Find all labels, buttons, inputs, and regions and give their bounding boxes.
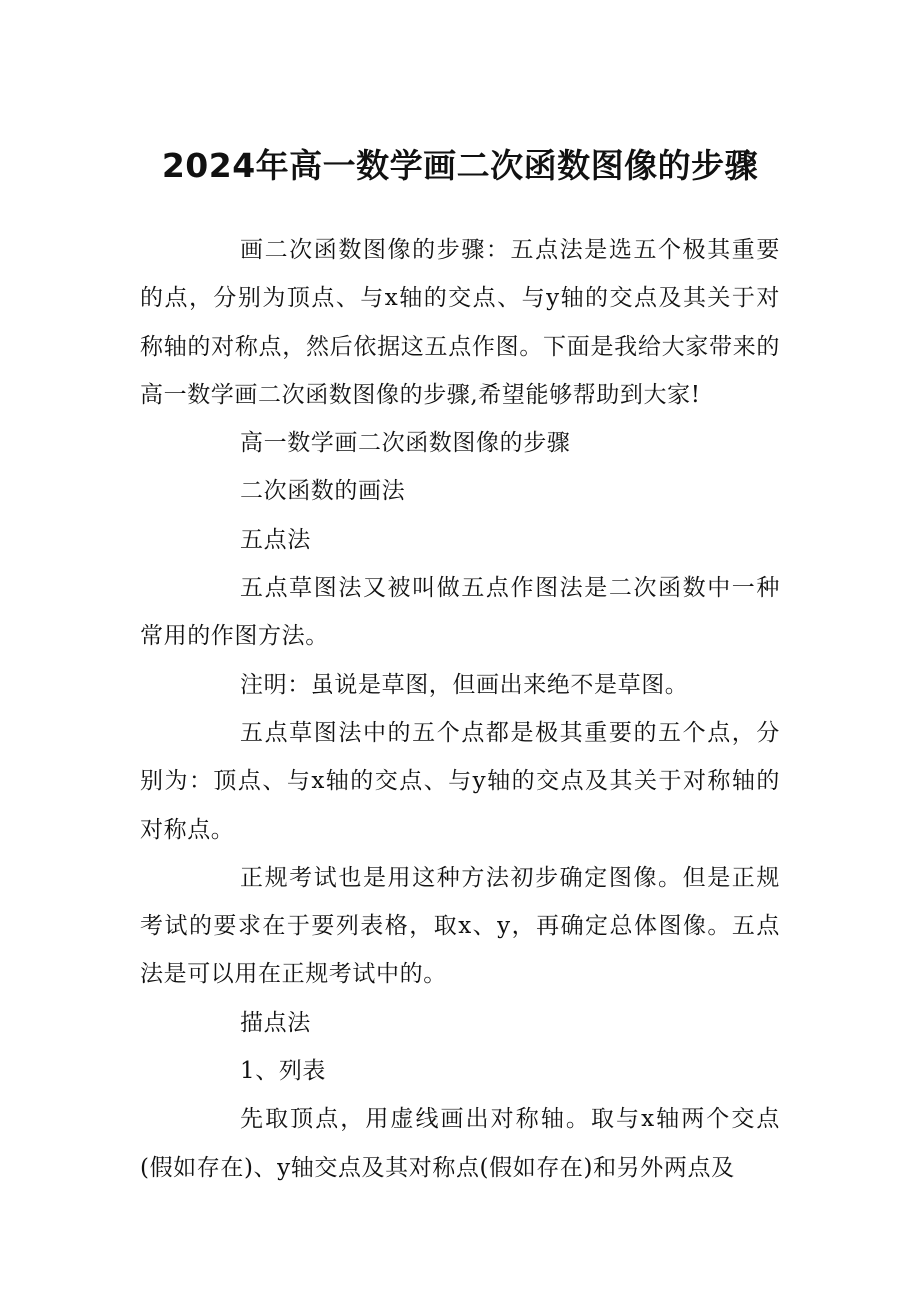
method-heading-five-point: 五点法 bbox=[240, 526, 311, 553]
document-title: 2024年高一数学画二次函数图像的步骤 bbox=[161, 146, 759, 185]
method-heading-plotting: 描点法 bbox=[240, 1009, 311, 1036]
step-heading-table: 1、列表 bbox=[240, 1058, 327, 1085]
section-heading: 高一数学画二次函数图像的步骤 bbox=[240, 430, 571, 457]
paragraph-intro: 画二次函数图像的步骤：五点法是选五个极其重要的点，分别为顶点、与x轴的交点、与y轴的交点及其关于对称轴的对称点，然后依据这五点作图。下面是我给大家带来的高一数学画二次函数图像的步骤,希望能够帮助到大家! bbox=[140, 237, 780, 408]
paragraph-table-step: 先取顶点，用虚线画出对称轴。取与x轴两个交点(假如存在)、y轴交点及其对称点(假如存在)和另外两点及 bbox=[140, 1106, 780, 1181]
paragraph-five-point-definition: 五点草图法又被叫做五点作图法是二次函数中一种常用的作图方法。 bbox=[140, 575, 780, 650]
paragraph-five-points: 五点草图法中的五个点都是极其重要的五个点，分别为：顶点、与x轴的交点、与y轴的交点及其关于对称轴的对称点。 bbox=[140, 719, 780, 843]
paragraph-note: 注明：虽说是草图，但画出来绝不是草图。 bbox=[240, 671, 689, 698]
subsection-heading: 二次函数的画法 bbox=[240, 478, 406, 505]
paragraph-exam: 正规考试也是用这种方法初步确定图像。但是正规考试的要求在于要列表格，取x、y，再确定总体图像。五点法是可以用在正规考试中的。 bbox=[140, 864, 780, 988]
document-body bbox=[140, 226, 780, 1192]
